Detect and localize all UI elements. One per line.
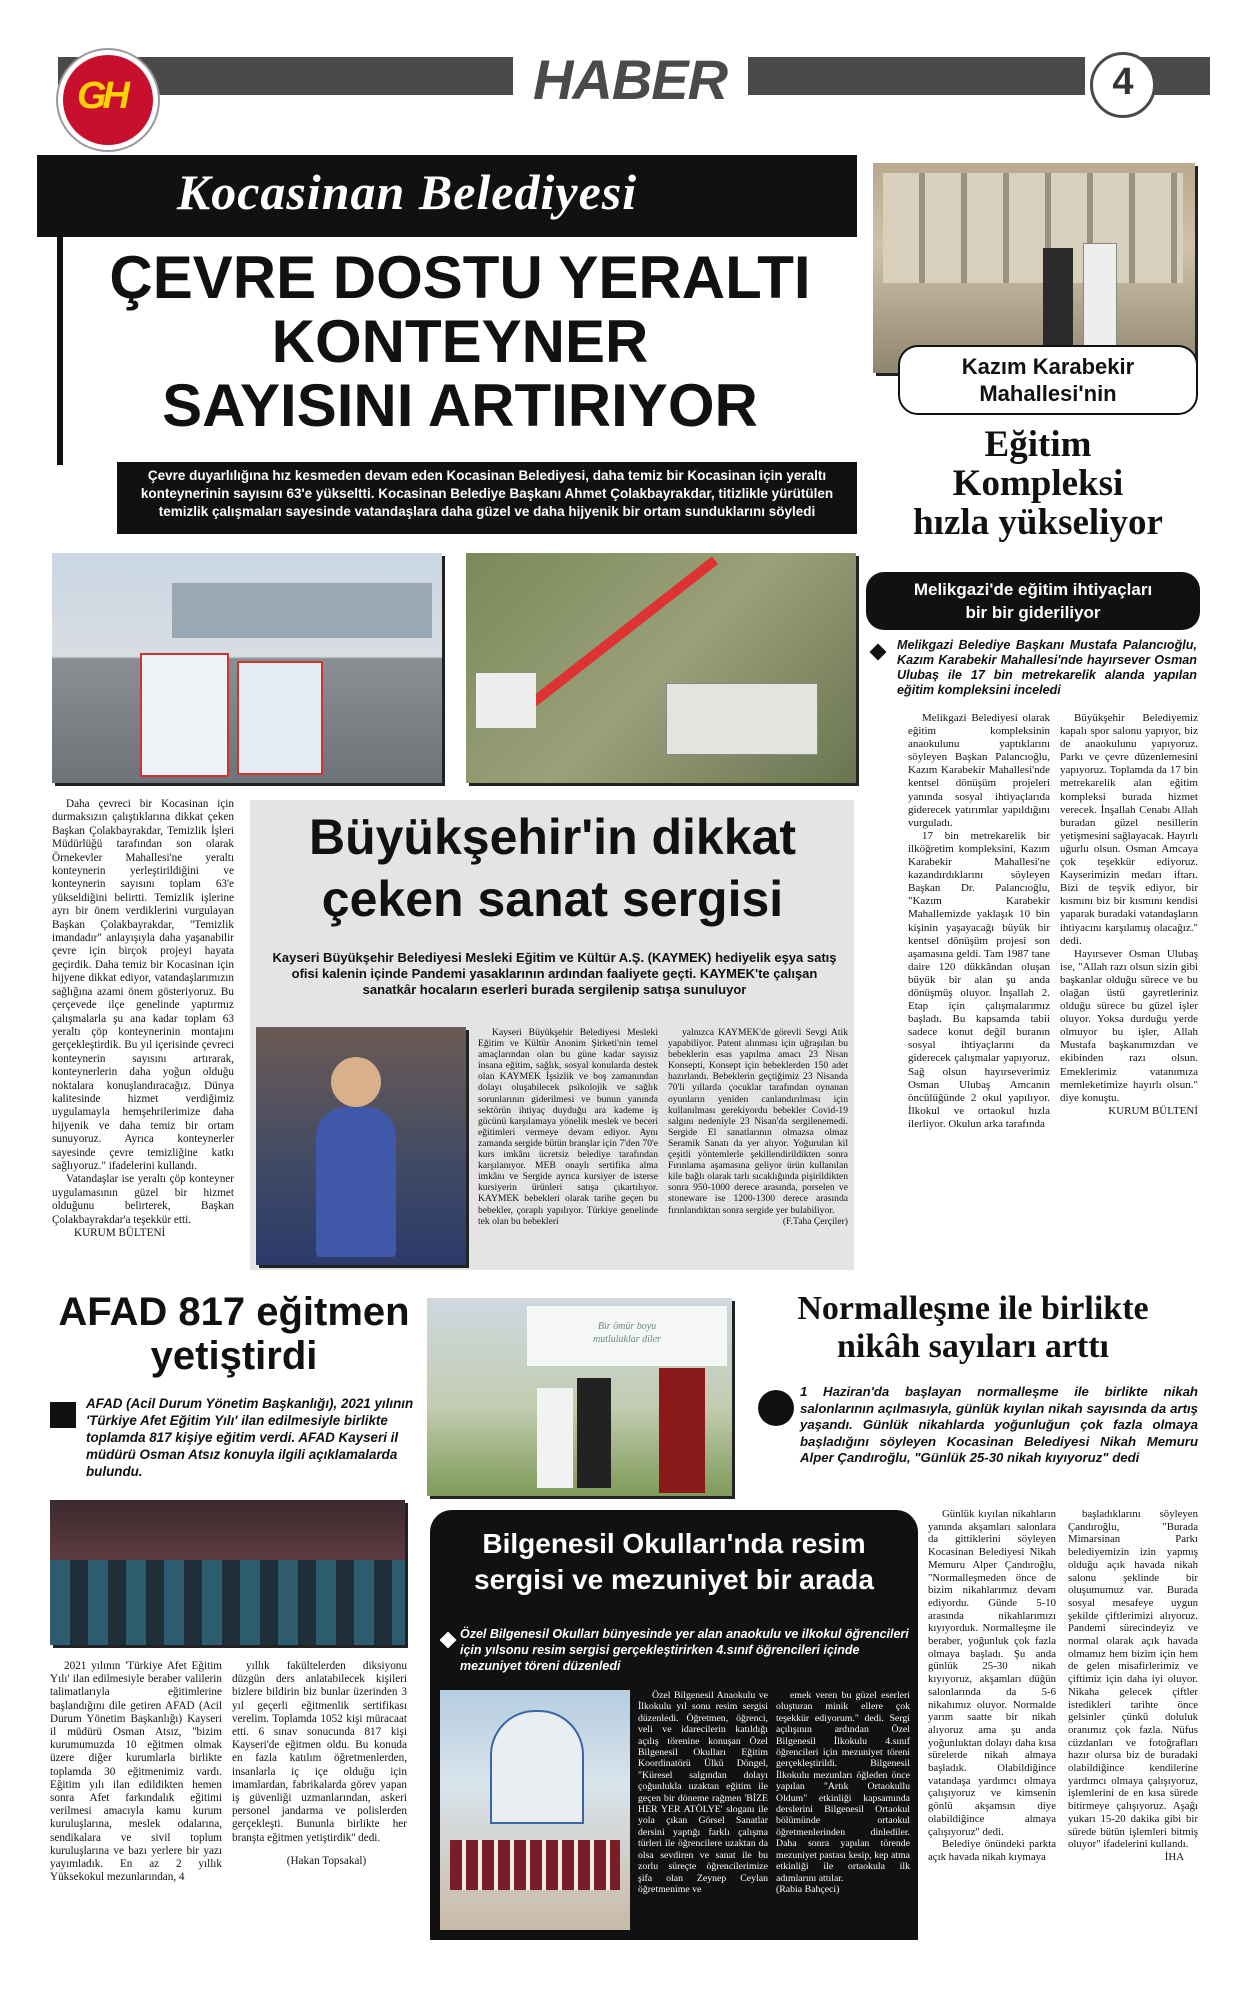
story2-lead: Kayseri Büyükşehir Belediyesi Mesleki Eğitim ve Kültür A.Ş. (KAYMEK) hediyelik eşya satış ofisi kalenin içinde Pandemi yasaklarının ardından faaliyete geçti. KAYMEK'te çalışan sanatkâr hocaların eserleri burada sergilenip satışa sunuluyor — [272, 950, 837, 997]
story3-byline: KURUM BÜLTENİ — [1108, 1104, 1198, 1117]
person-shape — [1043, 248, 1073, 358]
page-number: 4 — [1112, 61, 1134, 103]
story5-lead: 1 Haziran'da başlayan normalleşme ile birlikte nikah salonlarının açılmasıyla, günlük kıyılan nikah sayısında da artış yaşandı. Günlük nikahlarda yoğunluğun çok fazla olmaya başladığını söyleyen Kocasinan Belediyesi Nikah Memuru Alper Çandıroğlu, "Günlük 25-30 nikah kıyıyoruz" dedi — [800, 1384, 1198, 1465]
story5-paragraph: başladıklarını söyleyen Çandıroğlu, "Burada Mimarsinan Parkı belediyemizin izin yapmış olduğu açık havada nikah salonu şeklinde bir oluşumumuz var. Burada sosyal mesafeye uygun şekilde çiftlerimizi alıyoruz. Pandemi sürecindeyiz ve normal olarak açık havada olmamız hem bizim için hem de gelen misafirlerimiz ve çiftimiz için daha iyi oluyor. Nikaha gelecek çiftler istedikleri tarihte önce gelsinler çünkü doluluk oranımız çok fazla. Nüfus cüzdanları ve fotoğrafları hazır olursa biz de buradaki olabildiğince kendilerine yardımcı olmaya çalışıyoruz, işlemlerini de en kısa sürede bitirmeye çalışıyoruz. Aşağı yukarı 15-20 dakika gibi bir sürede bütün işlemleri bitmiş oluyor" ifadelerini kullandı. — [1068, 1508, 1198, 1851]
masthead-bar-right — [748, 57, 1085, 95]
story6-headline-line: Bilgenesil Okulları'nda resim — [482, 1528, 866, 1559]
story3-lead: Melikgazi Belediye Başkanı Mustafa Palancıoğlu, Kazım Karabekir Mahallesi'nde hayırsever Osman Ulubaş ile 17 bin metrekarelik alanda yapılan eğitim kompleksini inceledi — [897, 638, 1197, 697]
story1-kicker-bar — [37, 155, 857, 237]
story6-paragraph: emek veren bu güzel eserleri oluşturan minik ellere çok teşekkür ediyorum." dedi. Sergi açılışının ardından Özel Bilgenesil İlkokulu 4.sınıf öğrencileri için mezuniyet töreni gerçekleştirildi. Bilgenesil İlkokulu mezunları öğleden önce yapılan "Artık Ortaokullu Oldum" etkinliği kapsamında derslerini Bilgenesil Ortaokul bölümünde ortaokul öğretmenlerinden dinlediler. Daha sonra yapılan törende mezuniyet pastası kesip, kep atma etkinliği ile ortaokula ilk adımlarını attılar. — [776, 1690, 910, 1884]
story1-paragraph: Vatandaşlar ise yeraltı çöp konteyner uygulamasının güzel bir hizmet olduğunu belirterek, Başkan Çolakbayrakdar'a teşekkür etti. — [52, 1173, 234, 1226]
story6-col2 — [776, 1690, 910, 1895]
container-unit-shape — [666, 683, 818, 755]
story2-headline — [255, 806, 850, 930]
story4-col1 — [50, 1660, 222, 1884]
story5-headline-line: nikâh sayıları arttı — [836, 1328, 1110, 1365]
story1-body — [52, 798, 234, 1268]
story3-col1 — [908, 712, 1050, 1131]
story4-col2 — [232, 1660, 407, 1868]
story3-photo-construction — [873, 163, 1195, 373]
container-shape — [140, 653, 229, 777]
story4-photo-classroom — [50, 1500, 405, 1645]
story6-col1 — [638, 1690, 768, 1895]
story4-lead: AFAD (Acil Durum Yönetim Başkanlığı), 2021 yılının 'Türkiye Afet Eğitim Yılı' ilan edilmesiyle birlikte toplamda 817 kişiye eğitim verdi. AFAD Kayseri il müdürü Osman Atsız konuyla ilgili açıklamalarda bulundu. — [86, 1396, 414, 1479]
story6-photo-graduation — [440, 1690, 630, 1930]
bullet-square-icon — [50, 1402, 76, 1428]
story1-byline: KURUM BÜLTENİ — [74, 1227, 166, 1239]
story1-lead: Çevre duyarlılığına hız kesmeden devam eden Kocasinan Belediyesi, daha temiz bir Kocasinan için yeraltı konteynerinin sayısını 63'e yükseltti. Kocasinan Belediye Başkanı Ahmet Çolakbayrakdar, titizlikle yürütülen temizlik çalışmaları sayesinde vatandaşlara daha güzel ve daha hijyenik bir ortam sunduklarını söyledi — [117, 462, 857, 534]
story3-paragraph: 17 bin metrekarelik bir ilköğretim kompleksini, Kazım Karabekir Mahallesi'ne kazandırdıklarını söyleyen Başkan Dr. Palancıoğlu, "Kazım Karabekir Mahallemizde yaklaşık 10 bin kişinin yaşayacağı büyük bir kentsel dönüşüm projesi son aşamasına geldi. Tam 1987 tane daire 120 dükkândan oluşan büyük bir alan şu anda dönüşmüş oluyor. İnşallah 2. Etap için çalışmalarımız başladı. Bu kapsamda tabii sadece konut değil buranın sosyal ihtiyaçlarını da giderecek çalışmalar yapıyoruz. Sağ olsun hayırseverimiz Osman Ulubaş Amcanın öncülüğünde 2 okul yapılıyor. İlkokul ve ortaokul hızla ilerliyor. Okulun arka tarafında — [908, 829, 1050, 1130]
story3-headline — [873, 425, 1203, 542]
story5-byline: İHA — [1164, 1850, 1184, 1863]
story2-byline: (F.Taha Çerçiler) — [782, 1215, 848, 1227]
story1-photo-crane — [466, 553, 856, 783]
story3-paragraph: Büyükşehir Belediyemiz kapalı spor salonu yapıyor, biz de anaokulunu yapıyoruz. Parkı ve çevre düzenlemesini yapıyoruz. Toplamda da 17 bin metrekarelik alan eğitim kompleksi burada hizmet verecek. İnşallah Cenabı Allah buradan güzel nesillerin yetişmesini sağlayacak. Hayırlı uğurlu olsun. Osman Amcaya çok teşekkür ediyoruz. Kayserimizin medarı iftarı. Bizi de teşvik ediyor, bir kısmını biz bir kısmını kendisi yaparak buradaki vatandaşların ihtiyacını karşılamış olacağız." dedi. — [1060, 712, 1198, 947]
story4-headline-line: AFAD 817 eğitmen — [58, 1290, 410, 1334]
story2-photo-dolls — [256, 1027, 466, 1265]
doll-head-shape — [331, 1057, 381, 1107]
wedding-banner — [527, 1306, 727, 1366]
story1-headline-line: ÇEVRE DOSTU YERALTI — [109, 244, 811, 311]
officiant-shape — [659, 1368, 705, 1493]
story1-photo-containers — [52, 553, 442, 783]
story2-headline-line: Büyükşehir'in dikkat — [308, 809, 797, 865]
story4-headline — [44, 1290, 424, 1378]
story3-subhead — [866, 572, 1200, 630]
story1-headline-line: SAYISINI ARTIRIYOR — [162, 372, 758, 439]
person-shape — [1083, 243, 1117, 360]
story6-paragraph: Özel Bilgenesil Anaokulu ve İlkokulu yıl sonu resim sergisi düzenledi. Öğretmen, öğrenci, veli ve idarecilerin katıldığı açılış törenine konuşan Özel Bilgenesil Okulları Eğitim Koordinatörü Ülkü Döngel, "Küresel salgından dolayı çoğunlukla uzaktan eğitim ile geçen bir döneme rağmen 'BİZE HER YER ATÖLYE' sloganı ile yola çıkan Görsel Sanatlar dersini yaptığı farklı çalışma türleri ile öğrencilere uzaktan da olsa sevdiren ve sanat ile bu zorlu süreçte öğrencilerimize şifa olan Zeynep Ceylan öğretmenime ve — [638, 1690, 768, 1895]
school-building-shape — [490, 1710, 584, 1824]
story1-headline — [65, 246, 855, 438]
story1-headline-line: KONTEYNER — [271, 308, 649, 375]
story3-subhead-line: bir bir gideriliyor — [965, 603, 1101, 622]
story6-headline-line: sergisi ve mezuniyet bir arada — [474, 1564, 874, 1595]
story3-subhead-line: Melikgazi'de eğitim ihtiyaçları — [913, 580, 1153, 599]
story3-paragraph: Melikgazi Belediyesi olarak eğitim kompleksinin anaokulunu yaptıklarını söyleyen Başkan Palancıoğlu, Kazım Karabekir Mahallesi'nde kentsel dönüşüm projeleri yanında sosyal ihtiyaçlarıda giderecek yatırımlar yapıldığını vurguladı. — [908, 712, 1050, 829]
story1-kicker: Kocasinan Belediyesi — [176, 164, 638, 220]
story5-headline — [740, 1290, 1206, 1366]
section-title: HABER — [532, 48, 728, 111]
story3-caption-box — [898, 345, 1198, 415]
story5-photo-wedding — [427, 1298, 732, 1496]
story3-caption-line: Mahallesi'nin — [979, 381, 1117, 406]
logo-text: GH — [77, 75, 126, 117]
wedding-banner-line: Bir ömür boyu — [597, 1321, 657, 1332]
story4-paragraph: 2021 yılının 'Türkiye Afet Eğitim Yılı' ilan edilmesiyle beraber valilerin talimatlarıyla eğitimlerine başlandığını dile getiren AFAD (Acil Durum Yönetim Başkanlığı) Kayseri il müdürü Osman Atsız, ''bizim kurumumuzda 10 eğitmen olmak üzere diğer kurumlarla birlikte toplamda 30 eğitmenimiz vardı. Eğitim yılı ilan edildikten hemen sonra Afet farkındalık eğitimi verilmesi amacıyla kamu kurum kuruluşlarına, meslek odalarına, sendikalara ve sivil toplum kuruluşlarına ve bazı yerlere bir yazı yayımladık. En az 2 yıllık Yüksekokul mezunlarından, 4 — [50, 1660, 222, 1884]
story4-headline-line: yetiştirdi — [150, 1334, 318, 1378]
groom-shape — [577, 1378, 611, 1488]
building-frame-shape — [883, 173, 1183, 283]
page-number-badge — [1090, 52, 1156, 118]
story1-paragraph: Daha çevreci bir Kocasinan için durmaksızın çalıştıklarına dikkat çeken Başkan Çolakbayrakdar, Temizlik İşleri Müdürlüğü tarafından son olarak Örnekevler Mahallesi'ne yeraltı konteynerin yerleştirildiğini ve konteynerin sayısını toplam 63'e yükseldiğini belirtti. Temizlik işlerine ayrı bir önem verdiklerini vurgulayan Başkan Çolakbayrakdar, "Temizlik imandadır" anlayışıyla daha yaşanabilir çevre için birçok projeyi hayata geçirdik. Daha temiz bir Kocasinan için hijyene dikkat ediyor, vatandaşlarımızın sağlığına azami önem gösteriyoruz. Bu çerçevede ilçe genelinde yaptırmız çalışmalarla şu ana kadar toplam 63 yeraltı çöp konteynerinin montajını gerçekleştirdik. Bu yıl içerisinde çevreci konteynerin sayısını artırarak, konteynerlerin daha yoğun olduğu noktalara konuşlandıracağız. Dünya kalitesinde hizmet verdiğimiz uygulamayla hemşehrilerimize daha hijyenik ve daha temiz bir ortam sunuyoruz. Ayrıca konteynerler sayesinde çevre temizliğine katkı sağlıyoruz." ifadelerini kullandı. — [52, 798, 234, 1172]
story6-byline: (Rabia Bahçeci) — [776, 1883, 840, 1895]
graduates-shape — [450, 1840, 620, 1890]
story3-headline-line: Eğitim — [984, 424, 1092, 465]
story5-headline-line: Normalleşme ile birlikte — [797, 1290, 1149, 1327]
story4-paragraph: yıllık fakültelerden diksiyonu düzgün ders anlatabilecek kişileri bizlere bildirin biz bunlar üzerinden 3 yıl geçerli eğitmenlik sertifikası verelim. Toplamda 1052 kişi müracaat etti. 6 sınav sonucunda 817 kişi Kayseri'de eğitmen oldu. Bu konuda en fazla katılım öğretmenlerden, insanlarla iç içe olduğu için imamlardan, fabrikalarda görev yapan iş güvenliği uzmanlarından, askeri personel jandarma ve polislerden gerçekleşti. Bununla birlikte her branşta eğitmen yetiştirdik'' dedi. — [232, 1660, 407, 1844]
bride-shape — [537, 1388, 573, 1488]
story6-lead: Özel Bilgenesil Okulları bünyesinde yer alan anaokulu ve ilkokul öğrencileri için yılsonu resim sergisi gerçekleştirirken 4.sınıf öğrencileri içinde mezuniyet töreni düzenledi — [460, 1627, 909, 1673]
story5-paragraph: Belediye önündeki parkta açık havada nikah kıymaya — [928, 1838, 1056, 1863]
story2-headline-line: çeken sanat sergisi — [321, 871, 784, 927]
story3-headline-line: Kompleksi — [952, 463, 1124, 504]
story3-col2 — [1060, 712, 1198, 1118]
story5-col1 — [928, 1508, 1056, 1864]
doll-dress-shape — [316, 1107, 396, 1257]
story5-col2 — [1068, 1508, 1198, 1864]
seats-shape — [50, 1560, 405, 1645]
story6-headline — [430, 1510, 918, 1598]
story3-caption-line: Kazım Karabekir — [961, 354, 1135, 379]
story3-headline-line: hızla yükseliyor — [913, 502, 1163, 543]
story2-paragraph: Kayseri Büyükşehir Belediyesi Mesleki Eğitim ve Kültür Anonim Şirketi'nin temel amaçlarından olan bu güne kadar sayısız insana eğitim, sağlık, sosyal konularda destek olan KAYMEK İşsizlik ve boş zamanından dolayı oluşabilecek psikolojik ve sağlık sorunlarının giderilmesi ve bunun yanında sektörün ihtiyaç duyduğu ara kademe iş gücünü karşılamaya yönelik meslek ve beceri eğitimleri vermeye devam ediyor. Aynı zamanda sergide bütün branşlar için 7'den 70'e kurs imkânı ücretsiz belediye tarafından karşılanıyor. MEB onaylı sertifika alma imkânı ve Sergide ayrıca kursiyer de isterse kursiyerin ürünleri satışa çıkartılıyor. KAYMEK bebekleri olarak tarihe geçen bu bebekler, çoraplı yapılıyor. Türkiye genelinde tek olan bu bebekleri — [478, 1027, 658, 1227]
bullet-icon — [870, 644, 887, 661]
story2-col2 — [668, 1027, 848, 1227]
gh-logo — [58, 50, 158, 150]
story2-col1 — [478, 1027, 658, 1227]
bullet-circle-icon — [758, 1390, 794, 1426]
story5-paragraph: Günlük kıyılan nikahların yanında akşamları salonlara da gittiklerini söyleyen Kocasinan Belediyesi Nikah Memuru Alper Çandıroğlu, "Normalleşmeden önce de bizim nikahlarımız devam ediyordu. Günde 5-10 arasında nikahlarımızı kıyıyorduk. Normalleşme ile beraber, yoğunluk çok fazla olmaya başladı. Şu anda günlük 25-30 nikah kıyıyoruz, akşamları düğün salonlarında da 5-6 nikahımız oluyor. Normalde yarım saatte bir nikah alıyoruz ama şu anda yoğunluktan dolayı daha kısa sürelerde nikah almaya başladık. Olabildiğince vatandaşa yardımcı olmaya çalışıyoruz ve kimsenin gönlü akşamsın diye olabildiğince almaya çalışıyoruz" dedi. — [928, 1508, 1056, 1838]
container-shape — [237, 661, 323, 775]
story1-rule — [57, 237, 63, 465]
story2-paragraph: yalnızca KAYMEK'de görevli Sevgi Atik yapabiliyor. Patent alınması için uğraşılan bu bebeklerin esas yapılma amacı 23 Nisan Konsepti, Konsept için bebeklerden 150 adet hazırlandı. Bebeklerin geçtiğimiz 23 Nisanda 70'li yıllarda çocuklar tarafından oynanan oyunların yeniden canlandırılması için kullanılması gerekiyordu bebekler Covid-19 salgını nedeniyle 23 Nisan'da sergilenemedi. Sergide El sanatlarının olmazsa olmaz Seramik Sanatı da yer alıyor. Yoğurulan kil çeşitli yöntemlerle şekillendirildikten sonra Fırınlama aşamasına geliyor ürün kullanılan kile bağlı olarak tarlı sıcaklığında pişirildikten sonra 950-1000 derece arasında, porselen ve stoneware ise 1200-1300 derece arasında fırınlandıktan sonra sergide yer bulabiliyor. — [668, 1027, 848, 1216]
truck-shape — [476, 673, 536, 728]
building-shape — [172, 583, 432, 638]
wedding-banner-line: mutluluklar diler — [592, 1334, 662, 1345]
story3-caption — [900, 347, 1196, 407]
story4-byline: (Hakan Topsakal) — [286, 1854, 367, 1867]
story3-paragraph: Hayırsever Osman Ulubaş ise, "Allah razı olsun sizin gibi başkanlar olduğu sürece ve bu olağan üstü gayretleriniz olduğu sürece bu güzel işler oluyor. Yoksa durduğu yerde olmuyor bu işler, Allah Mustafa başkanımızdan ve ekibinden razı olsun. Emeklerimiz vatanımıza memleketimize hayırlı olsun." diye konuştu. — [1060, 947, 1198, 1104]
